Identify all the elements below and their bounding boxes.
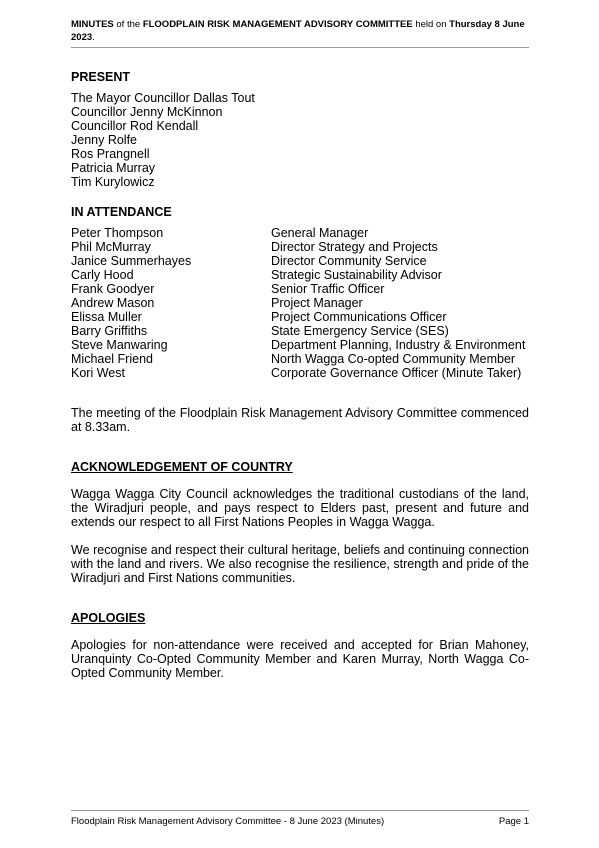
present-member: Tim Kurylowicz — [71, 175, 155, 189]
attendance-row — [71, 366, 529, 380]
acknowledgement-paragraph-1: Wagga Wagga City Council acknowledges the traditional custodians of the land, the Wiradjuri people, and pays respect to Elders past, present and future and extends our respect to all First Nations Peoples in Wagga Wagga. — [71, 487, 529, 529]
header-period: . — [92, 32, 95, 43]
attendance-row — [71, 282, 529, 296]
attendance-row — [71, 254, 529, 268]
present-member: Ros Prangnell — [71, 147, 150, 161]
present-member: Jenny Rolfe — [71, 133, 138, 147]
page-footer — [71, 816, 529, 828]
present-member: Councillor Rod Kendall — [71, 119, 199, 133]
attendance-row — [71, 324, 529, 338]
attendee-role: General Manager — [271, 226, 369, 240]
header-committee-name: FLOODPLAIN RISK MANAGEMENT ADVISORY COMMITTEE — [142, 19, 413, 30]
acknowledgement-paragraph-2: We recognise and respect their cultural heritage, beliefs and continuing connection with the land and rivers. We also recognise the resilience, strength and pride of the Wiradjuri and First Nations communities. — [71, 543, 529, 585]
header-date: Thursday 8 June 2023 — [71, 19, 525, 43]
present-member: Patricia Murray — [71, 161, 156, 175]
attendance-table — [71, 226, 529, 380]
header-divider — [71, 47, 529, 48]
attendee-role: Director Strategy and Projects — [271, 240, 438, 254]
attendee-name: Janice Summerhayes — [71, 254, 192, 268]
attendee-role: Department Planning, Industry & Environment — [271, 338, 526, 352]
acknowledgement-heading: ACKNOWLEDGEMENT OF COUNTRY — [71, 460, 293, 474]
document-body — [71, 70, 529, 680]
attendance-row — [71, 226, 529, 240]
attendance-row — [71, 338, 529, 352]
header-minutes: MINUTES — [71, 19, 114, 30]
header-of-the: of the — [113, 19, 143, 30]
present-member: The Mayor Councillor Dallas Tout — [71, 91, 255, 105]
attendee-name: Kori West — [71, 366, 125, 380]
attendee-role: Strategic Sustainability Advisor — [271, 268, 442, 282]
apologies-paragraph: Apologies for non-attendance were received and accepted for Brian Mahoney, Uranquinty Co-Opted Community Member and Karen Murray, North Wagga Co-Opted Community Member. — [71, 638, 529, 680]
present-list — [71, 91, 529, 189]
attendee-role: Project Communications Officer — [271, 310, 447, 324]
attendee-name: Michael Friend — [71, 352, 153, 366]
footer-title: Floodplain Risk Management Advisory Committee - 8 June 2023 (Minutes) — [71, 816, 385, 827]
attendee-role: Senior Traffic Officer — [271, 282, 385, 296]
header-held-on: held on — [412, 19, 450, 30]
attendance-row — [71, 268, 529, 282]
present-heading: PRESENT — [71, 70, 131, 84]
attendee-name: Frank Goodyer — [71, 282, 155, 296]
attendee-role: Director Community Service — [271, 254, 427, 268]
apologies-heading: APOLOGIES — [71, 611, 146, 625]
attendee-role: State Emergency Service (SES) — [271, 324, 449, 338]
attendance-row — [71, 352, 529, 366]
attendance-heading: IN ATTENDANCE — [71, 205, 172, 219]
present-member: Councillor Jenny McKinnon — [71, 105, 223, 119]
page-number: Page 1 — [498, 816, 529, 827]
attendee-name: Carly Hood — [71, 268, 134, 282]
footer-divider — [71, 810, 529, 811]
page-header — [71, 18, 529, 44]
attendee-name: Peter Thompson — [71, 226, 164, 240]
attendee-name: Elissa Muller — [71, 310, 142, 324]
meeting-commenced-text: The meeting of the Floodplain Risk Management Advisory Committee commenced at 8.33am. — [71, 406, 529, 434]
attendee-role: Corporate Governance Officer (Minute Taker) — [271, 366, 522, 380]
attendee-name: Phil McMurray — [71, 240, 151, 254]
attendance-row — [71, 296, 529, 310]
attendee-role: North Wagga Co-opted Community Member — [271, 352, 516, 366]
attendee-name: Steve Manwaring — [71, 338, 168, 352]
attendance-row — [71, 310, 529, 324]
attendee-role: Project Manager — [271, 296, 363, 310]
attendee-name: Barry Griffiths — [71, 324, 148, 338]
attendance-row — [71, 240, 529, 254]
attendee-name: Andrew Mason — [71, 296, 155, 310]
